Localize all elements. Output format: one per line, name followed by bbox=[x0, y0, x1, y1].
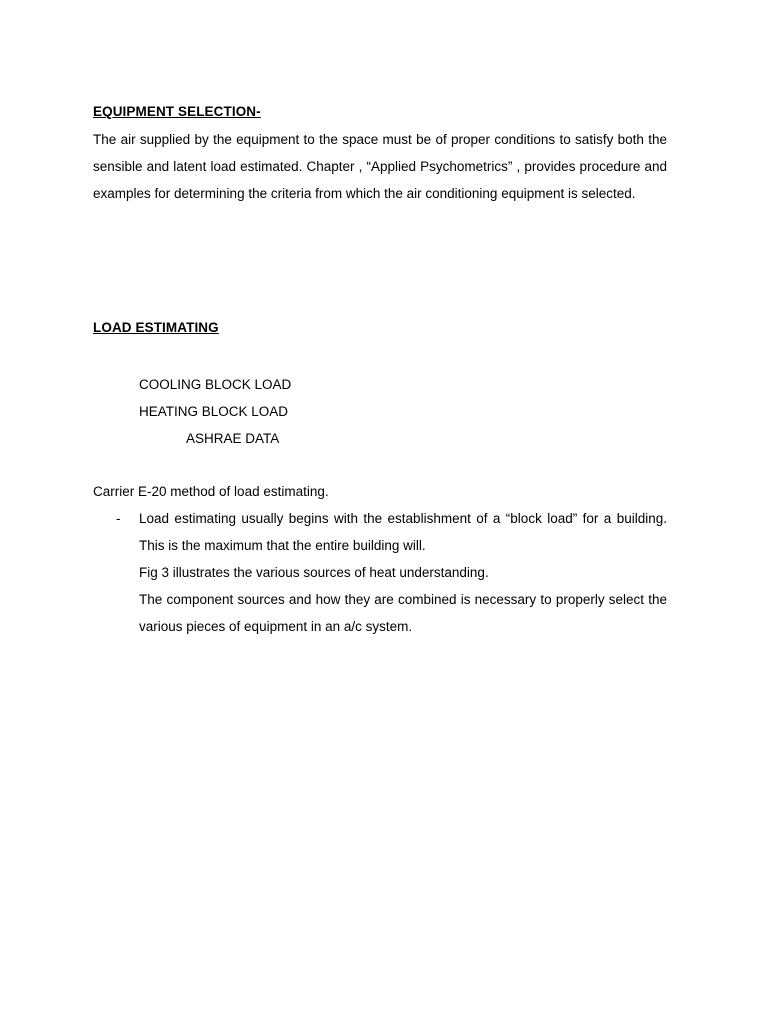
cooling-block-load-item: COOLING BLOCK LOAD bbox=[139, 377, 292, 392]
bullet-content bbox=[139, 505, 667, 640]
equipment-selection-paragraph: The air supplied by the equipment to the space must be of proper conditions to satisfy both the sensible and latent load estimated. Chapter , “Applied Psychometrics” , provides procedure and examples for determining the criteria from which the air conditioning equipment is selected. bbox=[93, 132, 667, 201]
heating-block-load-item: HEATING BLOCK LOAD bbox=[139, 404, 289, 419]
bullet-line: The component sources and how they are combined is necessary to properly select the various pieces of equipment in an a/c system. bbox=[139, 592, 667, 634]
load-estimating-heading: LOAD ESTIMATING bbox=[93, 320, 219, 335]
bullet-marker: - bbox=[116, 511, 121, 526]
bullet-line: Load estimating usually begins with the establishment of a “block load” for a building. This is the maximum that the entire building will. bbox=[139, 511, 667, 553]
equipment-selection-heading: EQUIPMENT SELECTION- bbox=[93, 104, 261, 119]
method-line: Carrier E-20 method of load estimating. bbox=[93, 484, 329, 499]
bullet-line: Fig 3 illustrates the various sources of heat understanding. bbox=[139, 565, 489, 580]
ashrae-data-subitem: ASHRAE DATA bbox=[186, 431, 280, 446]
